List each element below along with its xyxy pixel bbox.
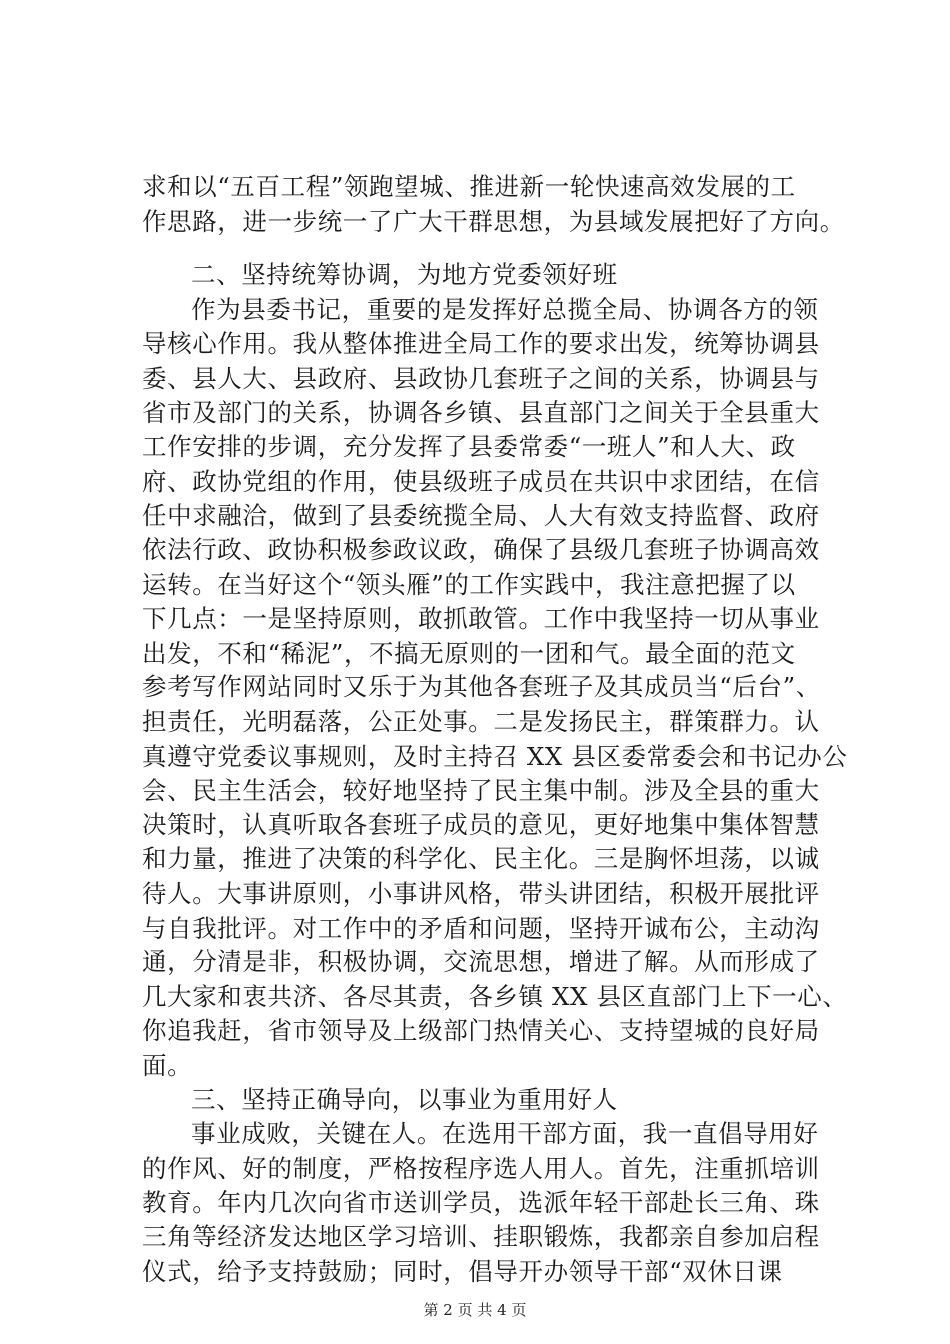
text-line: 面。	[142, 1051, 193, 1080]
text-line: 与自我批评。对工作中的矛盾和问题，坚持开诚布公，主动沟	[142, 914, 820, 943]
text-line: 待人。大事讲原则，小事讲风格，带头讲团结，积极开展批评	[142, 879, 820, 908]
text-line: 几大家和衷共济、各尽其责，各乡镇 XX 县区直部门上下一心、	[142, 982, 848, 1011]
text-line: 作为县委书记，重要的是发挥好总揽全局、协调各方的领	[191, 295, 819, 324]
text-line: 通，分清是非，积极协调，交流思想，增进了解。从而形成了	[142, 947, 820, 976]
text-line: 省市及部门的关系，协调各乡镇、县直部门之间关于全县重大	[142, 398, 820, 427]
text-line: 依法行政、政协积极参政议政，确保了县级几套班子协调高效	[142, 535, 820, 564]
text-line: 仪式，给予支持鼓励；同时，倡导开办领导干部“双休日课	[142, 1257, 783, 1286]
text-line: 工作安排的步调，充分发挥了县委常委“一班人”和人大、政	[142, 432, 796, 461]
text-line: 真遵守党委议事规则，及时主持召 XX 县区委常委会和书记办公	[142, 742, 848, 771]
text-line: 决策时，认真听取各套班子成员的意见，更好地集中集体智慧	[142, 810, 820, 839]
text-line: 参考写作网站同时又乐于为其他各套班子及其成员当“后台”、	[142, 672, 821, 701]
text-line: 的作风、好的制度，严格按程序选人用人。首先，注重抓培训	[142, 1154, 820, 1183]
text-line: 事业成败，关键在人。在选用干部方面，我一直倡导用好	[191, 1119, 819, 1148]
text-line: 求和以“五百工程”领跑望城、推进新一轮快速高效发展的工	[142, 172, 796, 201]
text-line: 导核心作用。我从整体推进全局工作的要求出发，统筹协调县	[142, 329, 820, 358]
text-line: 府、政协党组的作用，使县级班子成员在共识中求团结，在信	[142, 467, 820, 496]
text-line: 和力量，推进了决策的科学化、民主化。三是胸怀坦荡，以诚	[142, 844, 820, 873]
text-line: 出发，不和“稀泥”，不搞无原则的一团和气。最全面的范文	[142, 639, 796, 668]
text-line: 运转。在当好这个“领头雁”的工作实践中，我注意把握了以	[142, 570, 796, 599]
text-line: 会、民主生活会，较好地坚持了民主集中制。涉及全县的重大	[142, 776, 820, 805]
text-line: 任中求融洽，做到了县委统揽全局、人大有效支持监督、政府	[142, 501, 820, 530]
section-heading-2: 二、坚持统筹协调，为地方党委领好班	[191, 260, 618, 289]
page-footer: 第 2 页 共 4 页	[423, 1301, 527, 1319]
section-heading-3: 三、坚持正确导向，以事业为重用好人	[191, 1085, 618, 1114]
text-line: 你追我赶，省市领导及上级部门热情关心、支持望城的良好局	[142, 1016, 820, 1045]
text-line: 三角等经济发达地区学习培训、挂职锻炼，我都亲自参加启程	[142, 1222, 820, 1251]
text-line: 下几点：一是坚持原则，敢抓敢管。工作中我坚持一切从事业	[142, 604, 820, 633]
text-line: 担责任，光明磊落，公正处事。二是发扬民主，群策群力。认	[142, 707, 820, 736]
text-line: 教育。年内几次向省市送训学员，选派年轻干部赴长三角、珠	[142, 1188, 820, 1217]
text-line: 作思路，进一步统一了广大干群思想，为县域发展把好了方向。	[142, 207, 845, 236]
text-line: 委、县人大、县政府、县政协几套班子之间的关系，协调县与	[142, 364, 820, 393]
